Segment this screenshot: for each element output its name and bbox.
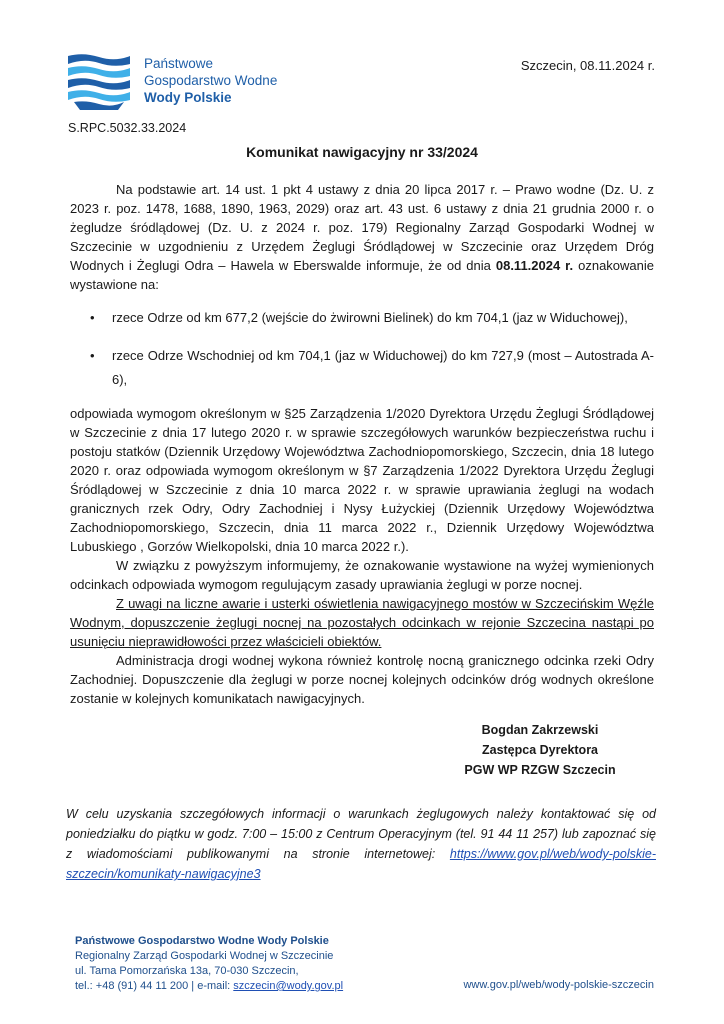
list-item-text: rzece Odrze od km 677,2 (wejście do żwirowni Bielinek) do km 704,1 (jaz w Widuchowej), [112, 310, 628, 325]
place-date: Szczecin, 08.11.2024 r. [520, 58, 655, 73]
river-sections-list [70, 306, 654, 392]
logo-line-2: Gospodarstwo Wodne [144, 73, 278, 88]
list-item-text: rzece Odrze Wschodniej od km 704,1 (jaz w Widuchowej) do km 727,9 (most – Autostrada A-6), [112, 348, 654, 387]
footer-unit: Regionalny Zarząd Gospodarki Wodnej w Szczecinie [75, 950, 334, 962]
bullet-icon: • [90, 348, 95, 363]
footer-org: Państwowe Gospodarstwo Wodne Wody Polskie [75, 935, 329, 947]
footer-email-link[interactable]: szczecin@wody.gov.pl [233, 980, 344, 992]
document-title: Komunikat nawigacyjny nr 33/2024 [246, 144, 478, 160]
warning-paragraph: Z uwagi na liczne awarie i usterki oświetlenia nawigacyjnego mostów w Szczecińskim Węźle Wodnym, dopuszczenie żeglugi nocnej na pozostałych odcinkach w rejonie Szczecina nastąpi po usunięciu nieprawidłowości przez właścicieli obiektów. [70, 596, 654, 649]
intro-text: Na podstawie art. 14 ust. 1 pkt 4 ustawy z dnia 20 lipca 2017 r. – Prawo wodne (Dz. U. z 2023 r. poz. 1478, 1688, 1890, 1963, 2029) oraz art. 43 ust. 6 ustawy z dnia 21 grudnia 2000 r. o żegludze śródlądowej (Dz. U. z 2024 r. poz. 179) Regionalny Zarząd Gospodarki Wodnej w Szczecinie w uzgodnieniu z Urzędem Żeglugi Śródlądowej w Szczecinie oraz Urzędem Dróg Wodnych i Żeglugi Odra – Hawela w Eberswalde informuje, że od dnia [70, 182, 654, 273]
contact-note [66, 804, 656, 884]
footer-address [75, 934, 343, 994]
announcements-link[interactable]: https://www.gov.pl/web/wody-polskie-szczecin/komunikaty-nawigacyjne3 [66, 847, 656, 881]
logo-line-3: Wody Polskie [144, 90, 232, 105]
administration-paragraph: Administracja drogi wodnej wykona również kontrolę nocną granicznego odcinka rzeki Odry Zachodniej. Dopuszczenie dla żeglugi w porze nocnej kolejnych odcinków dróg wodnych określone zostanie w kolejnych komunikatach nawigacyjnych. [70, 653, 654, 706]
logo-line-1: Państwowe [144, 56, 214, 71]
signatory-unit: PGW WP RZGW Szczecin [464, 763, 616, 777]
list-item [90, 306, 654, 330]
waves-logo-icon [68, 52, 130, 110]
conclusion-paragraph: W związku z powyższym informujemy, że oznakowanie wystawione na wyżej wymienionych odcinkach odpowiada wymogom regulującym zasady uprawiania żeglugi w porze nocnej. [70, 558, 654, 592]
footer-contact [75, 979, 343, 994]
footer-address-line: ul. Tama Pomorzańska 13a, 70-030 Szczecin, [75, 965, 299, 977]
footer-contact-prefix: tel.: +48 (91) 44 11 200 | e-mail: [75, 980, 234, 992]
organization-logo [68, 52, 328, 112]
signatory-name: Bogdan Zakrzewski [481, 723, 599, 737]
logo-text [144, 55, 277, 106]
signature-block [455, 720, 625, 780]
footer-website[interactable]: www.gov.pl/web/wody-polskie-szczecin [463, 979, 654, 991]
intro-text-end: oznakowanie wystawione na: [70, 258, 655, 292]
note-text: W celu uzyskania szczegółowych informacji o warunkach żeglugowych należy kontaktować się od poniedziałku do piątku w godz. 7:00 – 15:00 z Centrum Operacyjnym (tel. 91 44 11 257) lub zapoznać się z wiadomościami publikowanymi na stronie internetowej: [66, 807, 656, 861]
requirements-paragraph: odpowiada wymogom określonym w §25 Zarządzenia 1/2020 Dyrektora Urzędu Żeglugi Śródlądowej w Szczecinie z dnia 17 lutego 2020 r. w sprawie szczegółowych warunków bezpieczeństwa ruchu i postoju statków (Dziennik Urzędowy Województwa Zachodniopomorskiego, Szczecin, dnia 18 lutego 2020 r. oraz odpowiada wymogom określonym w §7 Zarządzenia 1/2022 Dyrektora Urzędu Żeglugi Śródlądowej w Szczecinie z dnia 10 marca 2022 r. w sprawie uprawiania żeglugi na wodach granicznych rzek Odry, Odry Zachodniej i Nysy Łużyckiej (Dziennik Urzędowy Województwa Zachodniopomorskiego, Szczecin, dnia 11 marca 2022 r., Dziennik Urzędowy Województwa Lubuskiego , Gorzów Wielkopolski, dnia 10 marca 2022 r.). [70, 406, 654, 554]
intro-paragraph [70, 180, 654, 294]
effective-date: 08.11.2024 r. [495, 258, 574, 273]
reference-number: S.RPC.5032.33.2024 [68, 121, 187, 135]
list-item [90, 344, 654, 392]
signatory-position: Zastępca Dyrektora [481, 743, 599, 757]
bullet-icon: • [90, 310, 95, 325]
document-body [70, 180, 654, 708]
